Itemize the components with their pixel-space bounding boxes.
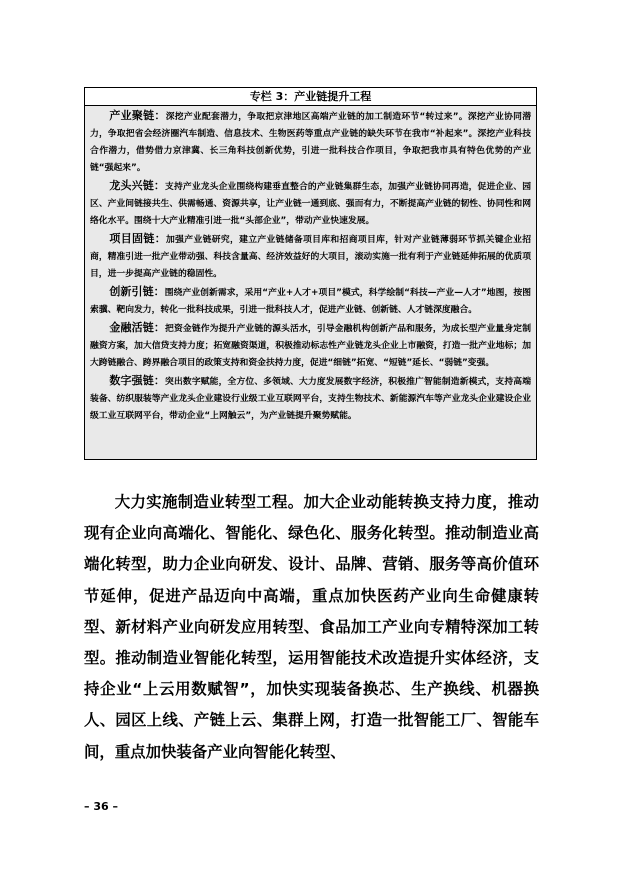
item-lead: 产业聚链： [109, 109, 166, 122]
item-text: 突出数字赋能，全方位、多领域、大力度发展数字经济，积极推广智能制造新模式，支持高端装备、纺织服装等产业龙头企业建设行业级工业互联网平台，支持生物技术、新能源汽车等产业龙头企业建设企业级工业互联网平台，带动企业“上网触云”，为产业链提升聚势赋能。 [90, 377, 531, 421]
body-paragraph: 大力实施制造业转型工程。加大企业动能转换支持力度，推动现有企业向高端化、智能化、绿色化、服务化转型。推动制造业高端化转型，助力企业向研发、设计、品牌、营销、服务等高价值环节延伸，促进产品迈向中高端，重点加快医药产业向生命健康转型、新材料产业向研发应用转型、食品加工产业向专精特深加工转型。推动制造业智能化转型，运用智能技术改造提升实体经济，支持企业“上云用数赋智”，加快实现装备换芯、生产换线、机器换人、园区上线、产链上云、集群上网，打造一批智能工厂、智能车间，重点加快装备产业向智能化转型、 [84, 493, 539, 761]
box-item-finance [90, 319, 531, 372]
box-item-leader [90, 177, 531, 230]
box-item-digital [90, 372, 531, 425]
item-text: 围绕产业创新需求，采用“产业+人才+项目”模式，科学绘制“科技—产业—人才”地图，按图索骥、靶向发力，转化一批科技成果，引进一批科技人才，促进产业链、创新链、人才链深度融合。 [90, 288, 532, 315]
item-lead: 数字强链： [109, 374, 166, 387]
item-lead: 创新引链： [109, 285, 165, 298]
box-title: 专栏 3：产业链提升工程 [85, 88, 536, 106]
feature-box [84, 87, 537, 460]
item-lead: 项目固链： [109, 232, 167, 245]
box-item-innovation [90, 283, 531, 319]
item-text: 支持产业龙头企业围绕构建垂直整合的产业链集群生态，加强产业链协同再造，促进企业、园区、产业间链接共生、供需畅通、资源共享，让产业链一通到底、强而有力，不断提高产业链的韧性、协同性和网络化水平。围绕十大产业精准引进一批“头部企业”，带动产业快速发展。 [90, 182, 531, 226]
item-text: 深挖产业配套潜力，争取把京津地区高端产业链的加工制造环节“转过来”。深挖产业协同潜力，争取把省会经济圈汽车制造、信息技术、生物医药等重点产业链的缺失环节在我市“补起来”。深挖产业科技合作潜力，借势借力京津冀、长三角科技创新优势，引进一批科技合作项目，争取把我市具有特色优势的产业链“强起来”。 [90, 112, 531, 173]
page-number: – 36 – [84, 800, 118, 813]
box-item-industry-cluster [90, 107, 531, 177]
item-lead: 金融活链： [109, 321, 166, 334]
box-body [85, 106, 536, 425]
box-item-project [90, 230, 531, 283]
item-text: 加强产业链研究，建立产业链储备项目库和招商项目库，针对产业链薄弱环节抓关键企业招商，精准引进一批产业带动强、科技含量高、经济效益好的大项目，滚动实施一批有利于产业链延伸拓展的优质项目，进一步提高产业链的稳固性。 [90, 235, 531, 279]
item-text: 把资金链作为提升产业链的源头活水，引导金融机构创新产品和服务，为成长型产业量身定制融资方案，加大信贷支持力度；拓宽融资渠道，积极推动标志性产业链龙头企业上市融资，打造一批产业地标；加大跨链融合、跨界融合项目的政策支持和资金扶持力度，促进“细链”拓宽、“短链”延长、“弱链”变强。 [90, 324, 531, 368]
item-lead: 龙头兴链： [109, 179, 166, 192]
